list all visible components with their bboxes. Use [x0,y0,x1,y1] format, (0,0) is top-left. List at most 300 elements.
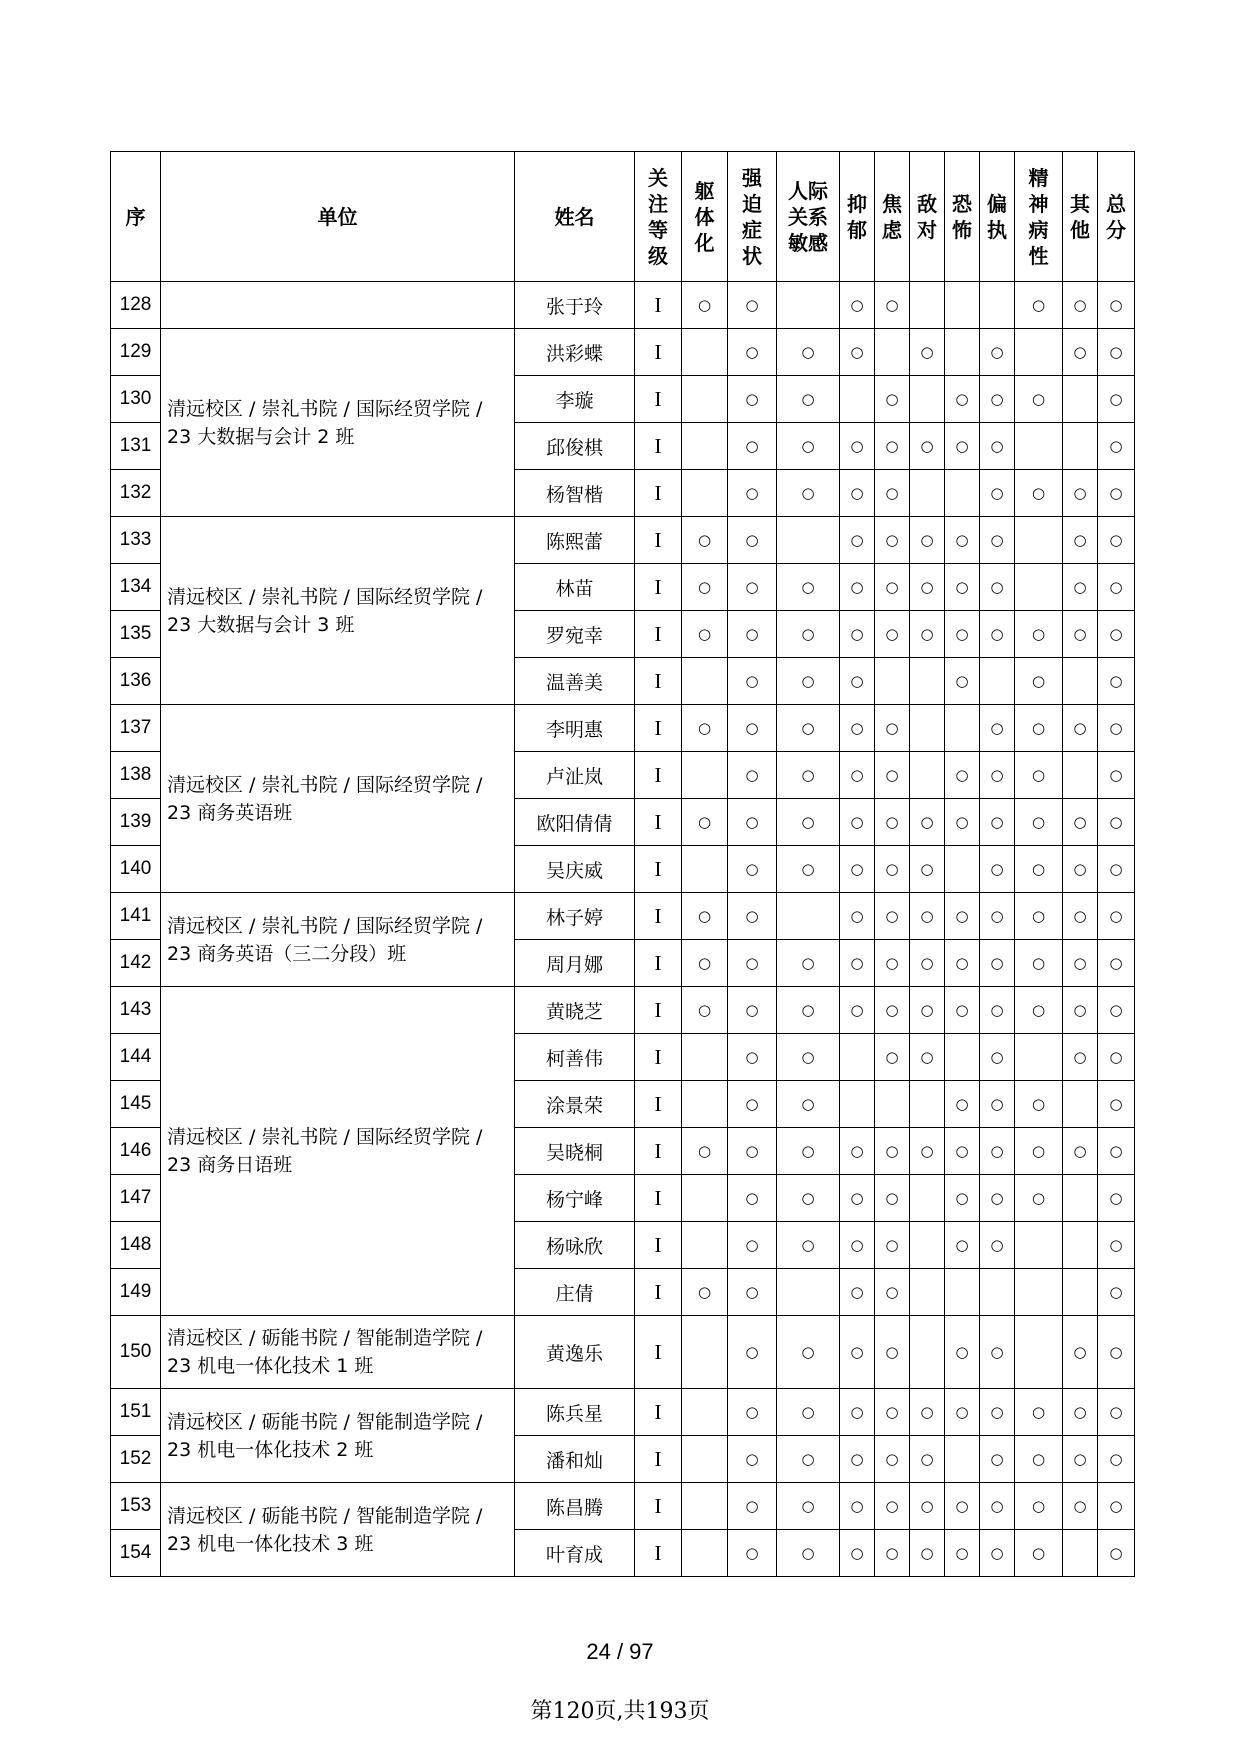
row-seq: 149 [111,1269,161,1316]
row-mark [980,658,1015,705]
row-mark [910,1316,945,1389]
row-mark: ○ [1098,329,1135,376]
header-col-5-line: 虑 [882,217,902,242]
row-mark: ○ [875,1269,910,1316]
header-col-1 [682,152,728,282]
row-mark: ○ [777,329,840,376]
row-unit: 清远校区 / 砺能书院 / 智能制造学院 / 23 机电一体化技术 1 班 [161,1316,515,1389]
row-mark: ○ [980,1436,1015,1483]
row-mark [682,1389,728,1436]
row-mark [840,1034,875,1081]
row-mark: ○ [1063,1034,1098,1081]
row-mark: ○ [980,846,1015,893]
row-mark: ○ [1098,1222,1135,1269]
row-mark: ○ [875,752,910,799]
row-mark: ○ [875,1222,910,1269]
row-mark: ○ [1098,1483,1135,1530]
row-mark [945,846,980,893]
row-mark [910,376,945,423]
row-mark: ○ [728,282,777,329]
row-mark: ○ [980,611,1015,658]
row-mark: ○ [728,799,777,846]
row-seq: 151 [111,1389,161,1436]
row-mark: ○ [910,940,945,987]
row-mark [945,1436,980,1483]
row-name: 庄倩 [515,1269,635,1316]
row-seq: 140 [111,846,161,893]
header-col-0 [635,152,682,282]
row-mark: ○ [728,1128,777,1175]
row-mark [1063,423,1098,470]
row-mark: ○ [980,1530,1015,1577]
row-level: I [635,1081,682,1128]
row-name: 陈昌腾 [515,1483,635,1530]
row-mark: ○ [840,658,875,705]
row-mark: ○ [777,1128,840,1175]
row-mark: ○ [682,940,728,987]
row-mark: ○ [840,517,875,564]
row-mark: ○ [728,1222,777,1269]
row-mark: ○ [1098,1081,1135,1128]
row-mark: ○ [980,1316,1015,1389]
row-mark: ○ [1015,987,1063,1034]
row-mark: ○ [728,658,777,705]
row-name: 叶育成 [515,1530,635,1577]
row-mark: ○ [840,1436,875,1483]
row-mark: ○ [945,611,980,658]
row-mark: ○ [1015,658,1063,705]
row-mark: ○ [728,846,777,893]
row-mark: ○ [910,1128,945,1175]
row-seq: 141 [111,893,161,940]
row-mark: ○ [875,1175,910,1222]
row-mark: ○ [1098,893,1135,940]
row-mark: ○ [980,705,1015,752]
row-mark [1015,329,1063,376]
row-mark: ○ [945,1128,980,1175]
row-mark [682,423,728,470]
row-mark: ○ [728,1483,777,1530]
row-mark [1015,517,1063,564]
row-mark: ○ [777,1436,840,1483]
header-col-10-line: 其 [1070,191,1090,216]
row-mark [682,1081,728,1128]
row-mark: ○ [1098,940,1135,987]
row-name: 吴庆威 [515,846,635,893]
table-row [111,517,1135,564]
row-mark: ○ [777,940,840,987]
row-mark: ○ [1063,799,1098,846]
row-name: 潘和灿 [515,1436,635,1483]
row-mark: ○ [945,752,980,799]
row-mark: ○ [980,1034,1015,1081]
row-mark: ○ [910,423,945,470]
row-mark: ○ [1015,799,1063,846]
row-mark: ○ [945,893,980,940]
row-mark: ○ [1063,282,1098,329]
row-unit: 清远校区 / 崇礼书院 / 国际经贸学院 / 23 商务英语（三二分段）班 [161,893,515,987]
row-mark: ○ [840,940,875,987]
row-mark [945,470,980,517]
row-name: 张于玲 [515,282,635,329]
row-level: I [635,893,682,940]
row-mark: ○ [945,987,980,1034]
header-col-2 [728,152,777,282]
row-mark: ○ [1015,611,1063,658]
row-mark: ○ [875,1436,910,1483]
row-mark: ○ [682,1128,728,1175]
row-mark [682,1483,728,1530]
row-mark [1063,658,1098,705]
row-mark: ○ [910,1483,945,1530]
row-mark: ○ [728,1530,777,1577]
row-mark [1063,752,1098,799]
row-mark [840,376,875,423]
header-col-5-line: 焦 [882,191,902,216]
row-mark [682,658,728,705]
row-mark: ○ [840,1175,875,1222]
row-mark [1063,1530,1098,1577]
row-mark: ○ [728,1316,777,1389]
table-body [111,282,1135,1577]
row-mark: ○ [728,564,777,611]
row-name: 李明惠 [515,705,635,752]
row-mark: ○ [840,705,875,752]
row-mark: ○ [1098,1269,1135,1316]
row-mark: ○ [1063,987,1098,1034]
row-mark: ○ [980,423,1015,470]
row-mark: ○ [980,376,1015,423]
row-unit: 清远校区 / 砺能书院 / 智能制造学院 / 23 机电一体化技术 2 班 [161,1389,515,1483]
row-mark: ○ [728,1175,777,1222]
row-mark [777,1269,840,1316]
header-col-5 [875,152,910,282]
header-col-10-line: 他 [1070,217,1090,242]
row-mark: ○ [682,987,728,1034]
row-seq: 146 [111,1128,161,1175]
row-name: 林子婷 [515,893,635,940]
row-mark [682,1436,728,1483]
row-mark: ○ [1015,1530,1063,1577]
row-mark [910,752,945,799]
row-mark: ○ [777,564,840,611]
row-mark: ○ [980,1081,1015,1128]
row-mark [1063,1269,1098,1316]
row-mark [910,282,945,329]
row-mark: ○ [1098,376,1135,423]
row-unit: 清远校区 / 崇礼书院 / 国际经贸学院 / 23 商务英语班 [161,705,515,893]
row-mark: ○ [728,752,777,799]
header-col-6 [910,152,945,282]
row-mark: ○ [777,705,840,752]
row-seq: 139 [111,799,161,846]
row-seq: 132 [111,470,161,517]
row-seq: 143 [111,987,161,1034]
row-mark: ○ [980,1175,1015,1222]
row-mark: ○ [777,470,840,517]
row-mark: ○ [1098,846,1135,893]
row-level: I [635,376,682,423]
row-mark: ○ [875,611,910,658]
header-col-6-line: 敌 [917,191,937,216]
row-mark: ○ [945,376,980,423]
header-col-11-line: 总 [1106,191,1126,216]
row-mark [1063,1175,1098,1222]
row-name: 杨咏欣 [515,1222,635,1269]
row-mark: ○ [1098,470,1135,517]
row-level: I [635,658,682,705]
row-mark: ○ [1063,940,1098,987]
row-mark: ○ [728,423,777,470]
row-name: 黄逸乐 [515,1316,635,1389]
row-seq: 129 [111,329,161,376]
row-mark: ○ [980,987,1015,1034]
row-mark: ○ [980,940,1015,987]
row-mark: ○ [840,282,875,329]
row-mark [910,658,945,705]
row-mark: ○ [1015,846,1063,893]
row-seq: 133 [111,517,161,564]
row-mark: ○ [980,470,1015,517]
row-mark: ○ [840,799,875,846]
row-mark: ○ [875,423,910,470]
header-seq [111,152,161,282]
row-mark [682,376,728,423]
row-level: I [635,1316,682,1389]
row-mark: ○ [728,470,777,517]
row-level: I [635,282,682,329]
row-mark: ○ [777,611,840,658]
row-mark: ○ [777,423,840,470]
row-mark: ○ [945,1081,980,1128]
row-mark: ○ [1063,611,1098,658]
row-seq: 148 [111,1222,161,1269]
row-mark: ○ [1063,1316,1098,1389]
row-mark: ○ [1098,987,1135,1034]
row-mark: ○ [840,987,875,1034]
row-mark: ○ [910,564,945,611]
row-unit: 清远校区 / 崇礼书院 / 国际经贸学院 / 23 大数据与会计 2 班 [161,329,515,517]
row-mark: ○ [1098,564,1135,611]
row-mark: ○ [875,893,910,940]
row-seq: 136 [111,658,161,705]
row-mark: ○ [1015,1175,1063,1222]
row-name: 卢沚岚 [515,752,635,799]
row-mark [682,1175,728,1222]
row-mark: ○ [728,1389,777,1436]
row-name: 陈熙蕾 [515,517,635,564]
row-mark [1015,1316,1063,1389]
row-mark [682,846,728,893]
row-mark: ○ [682,611,728,658]
header-unit-line: 单位 [317,204,358,229]
row-mark: ○ [875,940,910,987]
row-mark: ○ [840,1389,875,1436]
row-mark: ○ [875,470,910,517]
row-mark: ○ [777,1316,840,1389]
row-mark: ○ [777,1483,840,1530]
row-mark [777,517,840,564]
row-level: I [635,1436,682,1483]
row-mark: ○ [840,470,875,517]
row-mark: ○ [1063,1389,1098,1436]
row-mark: ○ [777,1530,840,1577]
row-mark: ○ [840,1128,875,1175]
row-mark: ○ [945,564,980,611]
row-mark: ○ [945,1483,980,1530]
row-mark: ○ [945,1222,980,1269]
row-mark: ○ [945,1316,980,1389]
row-mark: ○ [1063,329,1098,376]
header-unit [161,152,515,282]
header-col-9-line: 病 [1028,217,1049,242]
header-seq-line: 序 [125,204,146,229]
row-mark [875,329,910,376]
row-mark [910,705,945,752]
row-mark: ○ [980,1483,1015,1530]
row-mark [1015,1222,1063,1269]
row-mark: ○ [1063,517,1098,564]
row-mark: ○ [1098,705,1135,752]
row-mark: ○ [682,705,728,752]
row-mark: ○ [875,1034,910,1081]
row-mark: ○ [1098,282,1135,329]
row-mark: ○ [1015,893,1063,940]
row-mark: ○ [777,752,840,799]
row-mark: ○ [910,1530,945,1577]
row-name: 洪彩蝶 [515,329,635,376]
row-seq: 154 [111,1530,161,1577]
row-mark: ○ [728,987,777,1034]
header-col-2-line: 强 [742,165,762,190]
row-mark: ○ [910,799,945,846]
row-mark: ○ [777,799,840,846]
row-seq: 144 [111,1034,161,1081]
row-name: 温善美 [515,658,635,705]
header-col-3 [777,152,840,282]
row-level: I [635,1128,682,1175]
row-mark: ○ [728,329,777,376]
row-mark: ○ [875,376,910,423]
row-mark: ○ [945,940,980,987]
header-col-3-line: 人际 [788,178,828,203]
row-mark [910,1222,945,1269]
header-col-9-line: 神 [1028,191,1049,216]
header-col-7 [945,152,980,282]
header-col-11-line: 分 [1106,217,1126,242]
row-mark [682,752,728,799]
header-col-8-line: 执 [987,217,1007,242]
row-seq: 147 [111,1175,161,1222]
row-mark: ○ [945,658,980,705]
row-mark: ○ [1015,1483,1063,1530]
table-row [111,1389,1135,1436]
row-mark: ○ [980,893,1015,940]
row-seq: 145 [111,1081,161,1128]
row-mark: ○ [1098,1034,1135,1081]
header-col-0-line: 关 [648,165,668,190]
header-col-2-line: 迫 [742,191,762,216]
row-mark: ○ [910,517,945,564]
row-mark: ○ [875,517,910,564]
row-mark: ○ [1098,1436,1135,1483]
row-seq: 134 [111,564,161,611]
table-row [111,893,1135,940]
row-mark: ○ [1015,376,1063,423]
header-col-1-line: 体 [694,204,715,229]
row-mark: ○ [777,1081,840,1128]
row-mark: ○ [875,1389,910,1436]
row-mark [910,1081,945,1128]
header-col-3-line: 关系 [788,204,828,229]
row-mark: ○ [777,658,840,705]
row-name: 涂景荣 [515,1081,635,1128]
row-mark: ○ [777,1175,840,1222]
row-name: 黄晓芝 [515,987,635,1034]
row-level: I [635,1483,682,1530]
row-mark [682,1316,728,1389]
row-mark [910,1269,945,1316]
row-mark [777,282,840,329]
row-mark: ○ [910,846,945,893]
row-mark: ○ [840,423,875,470]
table-row [111,705,1135,752]
row-seq: 152 [111,1436,161,1483]
row-mark: ○ [1098,1175,1135,1222]
row-level: I [635,799,682,846]
row-mark: ○ [875,987,910,1034]
row-mark: ○ [910,1034,945,1081]
row-mark: ○ [777,987,840,1034]
row-mark: ○ [1098,752,1135,799]
row-seq: 138 [111,752,161,799]
header-col-4-line: 抑 [847,191,867,216]
row-mark: ○ [840,893,875,940]
row-name: 杨宁峰 [515,1175,635,1222]
row-mark [875,658,910,705]
row-level: I [635,611,682,658]
header-col-1-line: 躯 [694,178,715,203]
table-row [111,329,1135,376]
row-mark: ○ [910,1436,945,1483]
row-unit: 清远校区 / 砺能书院 / 智能制造学院 / 23 机电一体化技术 3 班 [161,1483,515,1577]
row-mark: ○ [1098,658,1135,705]
row-name: 周月娜 [515,940,635,987]
header-col-4 [840,152,875,282]
row-mark [1063,1081,1098,1128]
row-mark: ○ [910,987,945,1034]
header-col-2-line: 症 [742,217,762,242]
row-seq: 130 [111,376,161,423]
row-mark: ○ [728,940,777,987]
row-mark: ○ [875,564,910,611]
row-mark: ○ [980,1128,1015,1175]
row-mark: ○ [1063,1483,1098,1530]
row-mark [682,329,728,376]
row-mark: ○ [840,611,875,658]
row-level: I [635,752,682,799]
row-seq: 128 [111,282,161,329]
table-row [111,1316,1135,1389]
row-mark [1015,1269,1063,1316]
header-col-2-line: 状 [742,243,762,268]
row-mark: ○ [910,329,945,376]
row-level: I [635,1269,682,1316]
row-mark: ○ [910,611,945,658]
row-level: I [635,1530,682,1577]
row-level: I [635,705,682,752]
row-mark [682,1034,728,1081]
